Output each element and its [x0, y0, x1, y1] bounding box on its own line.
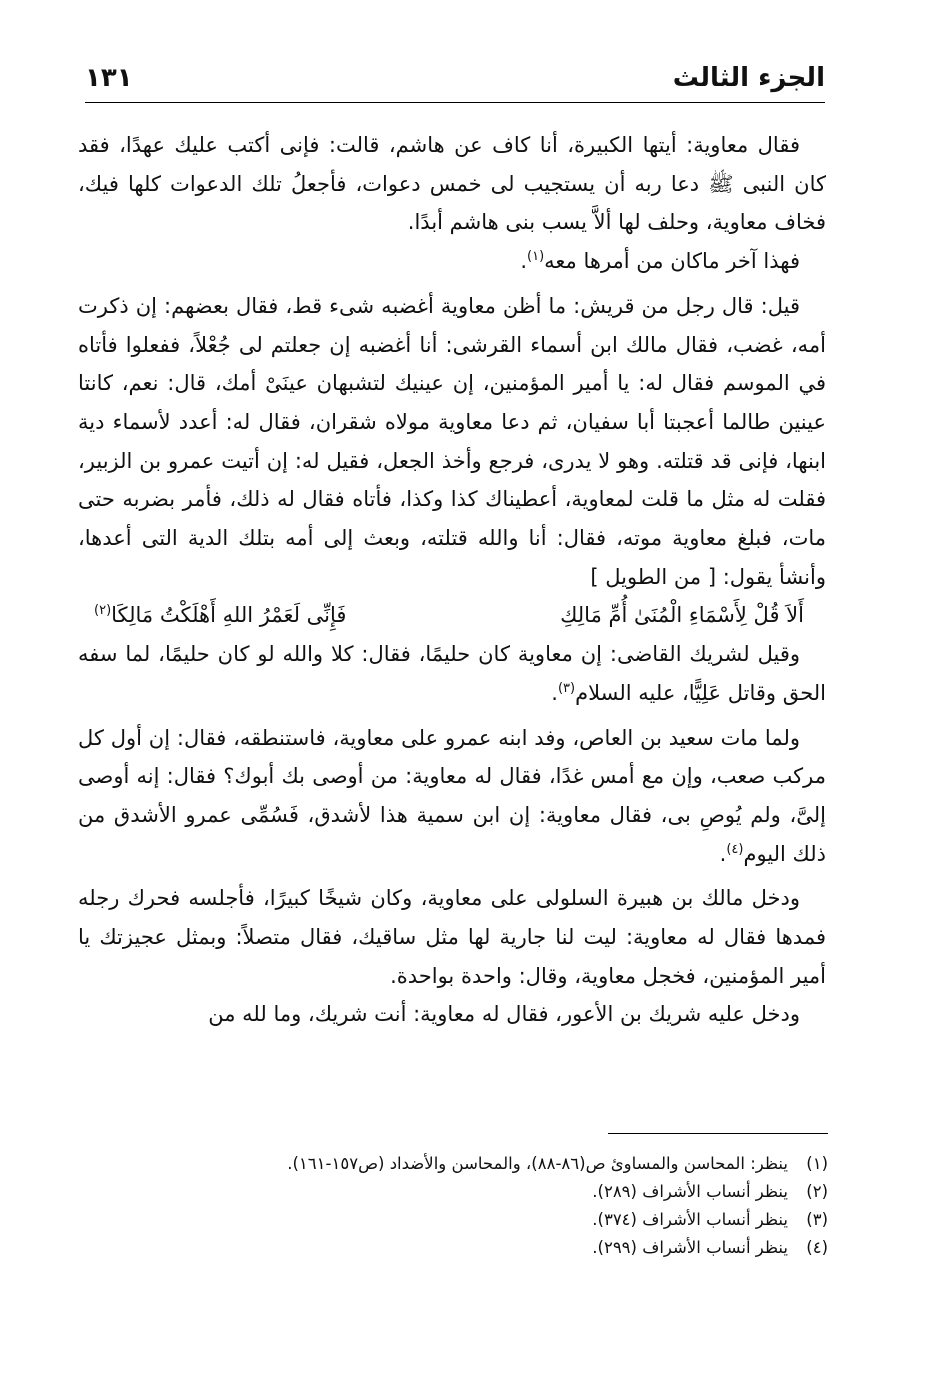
footnote-text: ينظر: المحاسن والمساوئ ص(٨٦-٨٨)، والمحاسن والأضداد (ص١٥٧-١٦١).: [287, 1154, 788, 1173]
paragraph-1: فقال معاوية: أيتها الكبيرة، أنا كاف عن هاشم، قالت: فإنى أكتب عليك عهدًا، فقد كان النبى ﷺ دعا ربه أن يستجيب لى خمس دعوات، فأجعلُ تلك الدعوات كلها فيك، فخاف معاوية، وحلف لها ألاَّ يسب بنى هاشم أبدًا.: [78, 133, 826, 235]
paragraph-4-end: .: [551, 680, 558, 705]
poetry-verse: [78, 596, 826, 635]
footnote-number: (١): [806, 1154, 828, 1173]
paragraph-2-end: .: [520, 249, 528, 274]
footnote-text: ينظر أنساب الأشراف (٢٨٩).: [592, 1182, 788, 1201]
paragraph-6: ودخل مالك بن هبيرة السلولى على معاوية، وكان شيخًا كبيرًا، فأجلسه فحرك رجله فمدها فقال له معاوية: ليت لنا جارية لها مثل ساقيك، فقال متصلاً: وبمثل عجيزتك يا أمير المؤمنين، فخجل معاوية، وقال: واحدة بواحدة.: [78, 886, 826, 988]
verse-first-hemistich: أَلاَ قُلْ لِأَسْمَاءِ الْمُنَىٰ أُمِّ مَالِكِ: [560, 603, 804, 628]
footnote: [108, 1178, 828, 1206]
footnote: [108, 1206, 828, 1234]
paragraph-2-text: فهذا آخر ماكان من أمرها معه: [544, 249, 800, 274]
footnote-ref-1: (١): [527, 249, 545, 265]
running-title: الجزء الثالث: [672, 63, 825, 93]
verse-second-hemistich: فَإِنِّى لَعَمْرُ اللهِ أَهْلَكْتُ مَالِكَا: [111, 603, 347, 628]
paragraph-2: [78, 242, 826, 281]
header-rule: [85, 102, 825, 103]
paragraph-3-text: قيل: قال رجل من قريش: ما أظن معاوية أغضبه شىء قط، فقال بعضهم: إن ذكرت أمه، غضب، فقال مالك ابن أسماء القرشى: أنا أغضبه إن جعلتم لى جُعْلاً، ففعلوا فأتاه في الموسم فقال له: يا أمير المؤمنين، إن عينيك لتشبهان عينَىْ أمك، قال: نعم، كانتا عينين طالما أعجبتا أبا سفيان، ثم دعا معاوية مولاه شقران، فقال له: أعدد لأسماء دية ابنها، فإنى قد قتلته. وهو لا يدرى، فرجع وأخذ الجعل، فقيل له: إن أتيت عمرو بن الزبير، فقلت له مثل ما قلت لمعاوية، أعطيناك كذا وكذا، فأتاه فقال له ذلك، فأمر بضربه حتى مات، فبلغ معاوية موته، فقال: أنا والله قتلته، وبعث إلى أمه بتلك الدية التى أعدها، وأنشأ يقول:: [78, 293, 826, 589]
footnote-text: ينظر أنساب الأشراف (٢٩٩).: [592, 1238, 788, 1257]
page-number: ١٣١: [85, 63, 133, 93]
paragraph-3: [78, 287, 826, 597]
paragraph-5: [78, 719, 826, 874]
footnote-ref-2: (٢): [94, 603, 112, 619]
verse-second-hemistich-group: [94, 596, 346, 635]
footnote-number: (٢): [806, 1182, 828, 1201]
paragraph-7: ودخل عليه شريك بن الأعور، فقال له معاوية: أنت شريك، وما لله من: [208, 1002, 800, 1027]
footnote-number: (٣): [806, 1210, 828, 1229]
footnotes: [108, 1150, 828, 1262]
body-text: [78, 126, 826, 1034]
footnote-rule: [608, 1133, 828, 1134]
footnote-ref-3: (٣): [557, 680, 576, 696]
footnote: [108, 1150, 828, 1178]
page-header: [85, 58, 825, 98]
footnote-ref-4: (٤): [726, 841, 744, 857]
poetic-meter: [ من الطويل ]: [590, 564, 717, 589]
paragraph-4: [78, 635, 826, 712]
footnote: [108, 1234, 828, 1262]
paragraph-5-end: .: [719, 841, 727, 866]
footnote-number: (٤): [806, 1238, 828, 1257]
paragraph-5-text: ولما مات سعيد بن العاص، وفد ابنه عمرو على معاوية، فاستنطقه، فقال: إن أول كل مركب صعب، وإن مع أمس غدًا، فقال له معاوية: من أوصى بك أبوك؟ فقال: إنه أوصى إلىَّ، ولم يُوصِ بى، فقال معاوية: إن ابن سمية هذا لأشدق، فَسُمِّى عمرو الأشدق من ذلك اليوم: [78, 725, 826, 866]
footnote-text: ينظر أنساب الأشراف (٣٧٤).: [592, 1210, 788, 1229]
paragraph-4-text: وقيل لشريك القاضى: إن معاوية كان حليمًا، فقال: كلا والله لو كان حليمًا، لما سفه الحق وقاتل عَلِيًّا، عليه السلام: [78, 642, 826, 705]
